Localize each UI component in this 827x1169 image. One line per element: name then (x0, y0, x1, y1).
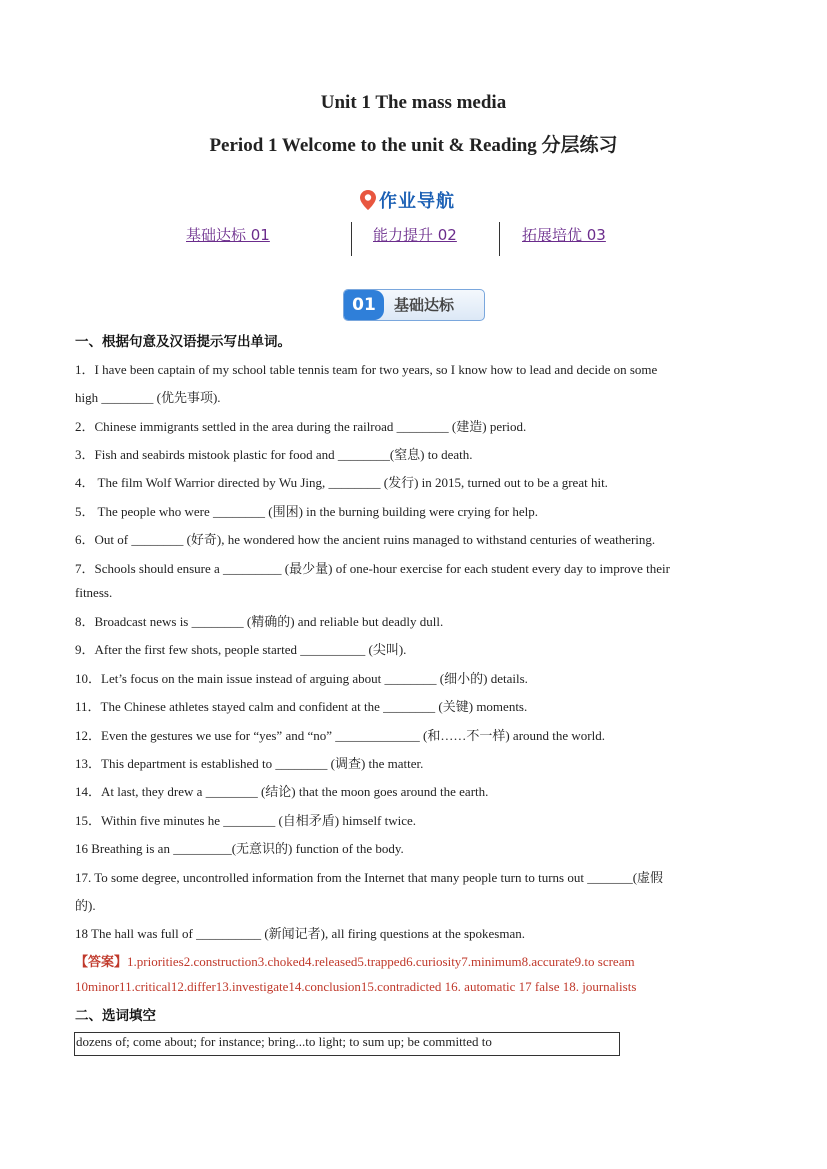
exercise-line: 15．Within five minutes he ________ (自相矛盾) himself twice. (75, 813, 417, 828)
section2-heading: 二、选词填空 (75, 1008, 156, 1024)
nav-heading-text: 作业导航 (379, 191, 455, 212)
exercise-line: 18 The hall was full of __________ (新闻记者), all firing questions at the spokesman. (75, 926, 525, 941)
exercise-line: 6．Out of ________ (好奇), he wondered how the ancient ruins managed to withstand centuries of weathering. (75, 532, 656, 547)
exercise-line: 16 Breathing is an _________(无意识的) function of the body. (75, 841, 404, 856)
nav-link-ability[interactable]: 能力提升 02 (373, 226, 457, 244)
period-title: Period 1 Welcome to the unit & Reading 分层练习 (209, 135, 618, 156)
section1-heading: 一、根据句意及汉语提示写出单词。 (75, 334, 291, 350)
exercise-line: 4． The film Wolf Warrior directed by Wu Jing, ________ (发行) in 2015, turned out to be a great hit. (75, 475, 608, 490)
nav-link-basic[interactable]: 基础达标 01 (186, 226, 270, 244)
section-badge (343, 289, 485, 321)
exercise-line: high ________ (优先事项). (75, 390, 221, 405)
exercise-line: 14．At last, they drew a ________ (结论) that the moon goes around the earth. (75, 784, 489, 799)
word-bank-box: dozens of; come about; for instance; bring...to light; to sum up; be committed to (74, 1032, 620, 1056)
exercise-line: 10．Let’s focus on the main issue instead of arguing about ________ (细小的) details. (75, 671, 528, 686)
nav-divider (499, 222, 500, 256)
exercise-line: 的). (75, 898, 96, 913)
exercise-line: 9．After the first few shots, people started __________ (尖叫). (75, 642, 407, 657)
exercise-line: 3．Fish and seabirds mistook plastic for food and ________(窒息) to death. (75, 447, 473, 462)
nav-link-extension[interactable]: 拓展培优 03 (522, 226, 606, 244)
exercise-line: 13．This department is established to ________ (调查) the matter. (75, 756, 424, 771)
exercise-line: fitness. (75, 585, 113, 600)
exercise-line: 5． The people who were ________ (围困) in the burning building were crying for help. (75, 504, 538, 519)
exercise-line: 17. To some degree, uncontrolled information from the Internet that many people turn to turns out _______(虚假 (75, 870, 664, 885)
homework-nav (0, 220, 827, 256)
answer-line (75, 951, 755, 970)
location-pin-icon (360, 190, 376, 210)
answer-line: 10minor11.critical12.differ13.investigate14.conclusion15.contradicted 16. automatic 17 false 18. journalists (75, 979, 637, 994)
exercise-line: 1．I have been captain of my school table tennis team for two years, so I know how to lead and decide on some (75, 362, 658, 377)
exercise-line: 7．Schools should ensure a _________ (最少量) of one-hour exercise for each student every day to improve their (75, 561, 670, 576)
exercise-line: 11．The Chinese athletes stayed calm and confident at the ________ (关键) moments. (75, 699, 528, 714)
exercise-line: 8．Broadcast news is ________ (精确的) and reliable but deadly dull. (75, 614, 444, 629)
badge-number: 01 (344, 290, 384, 320)
exercise-line: 2．Chinese immigrants settled in the area during the railroad ________ (建造) period. (75, 419, 527, 434)
exercise-line: 12．Even the gestures we use for “yes” and “no” _____________ (和……不一样) around the world. (75, 728, 605, 743)
homework-nav-heading (360, 187, 455, 213)
answer-tag: 【答案】 (75, 954, 128, 969)
answer-text: 1.priorities2.construction3.choked4.released5.trapped6.curiosity7.minimum8.accurate9.to scream (127, 954, 635, 969)
unit-title: Unit 1 The mass media (320, 92, 507, 113)
badge-label: 基础达标 (394, 296, 455, 314)
nav-divider (351, 222, 352, 256)
